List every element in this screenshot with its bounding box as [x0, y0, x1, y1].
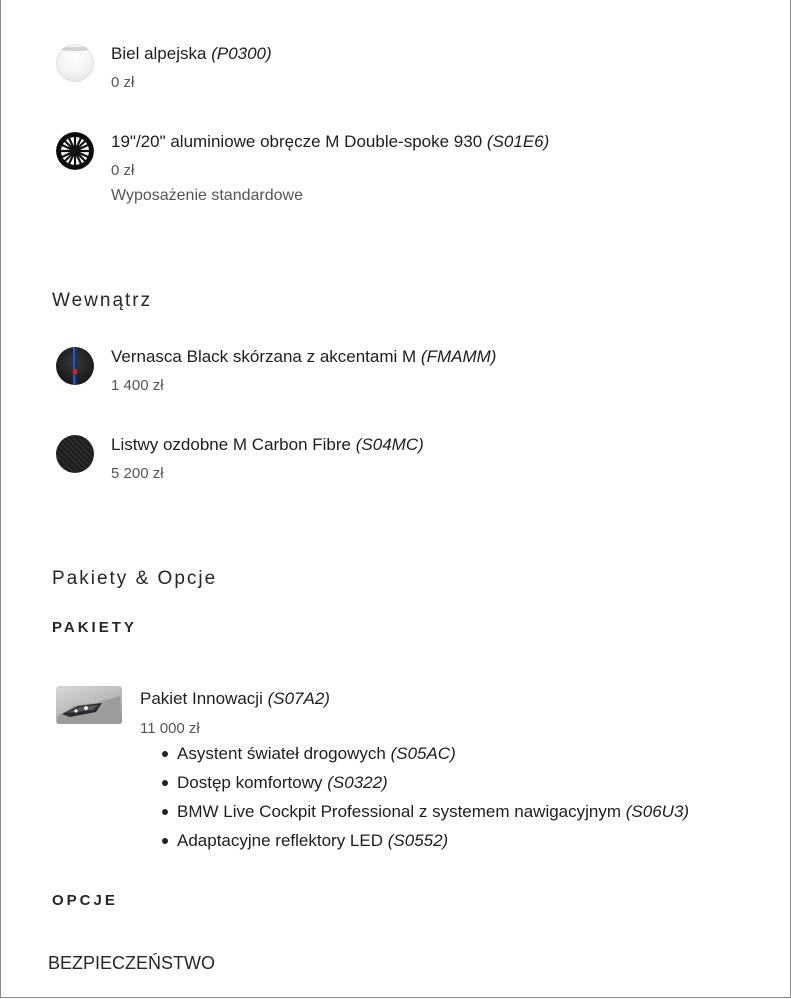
item-note: Wyposażenie standardowe [111, 187, 303, 204]
subheading-options: OPCJE [52, 892, 118, 909]
subheading-packages: PAKIETY [52, 619, 137, 636]
white-paint-swatch-icon [56, 44, 94, 82]
package-feature-list [162, 744, 689, 860]
item-price: 5 200 zł [111, 465, 164, 482]
upholstery-swatch-icon [56, 347, 94, 385]
item-title: Biel alpejska (P0300) [111, 44, 272, 63]
package-title: Pakiet Innowacji (S07A2) [140, 689, 330, 708]
package-price: 11 000 zł [140, 720, 200, 737]
headlight-thumbnail-icon [56, 686, 122, 724]
list-item: Asystent świateł drogowych (S05AC) [162, 744, 689, 773]
section-heading-interior: Wewnątrz [52, 290, 153, 311]
item-price: 0 zł [111, 162, 135, 179]
bullet-icon [162, 751, 168, 757]
bullet-icon [162, 780, 168, 786]
category-label-safety: BEZPIECZEŃSTWO [48, 953, 216, 973]
list-item: Adaptacyjne reflektory LED (S0552) [162, 831, 689, 860]
item-title: Listwy ozdobne M Carbon Fibre (S04MC) [111, 435, 424, 454]
item-price: 0 zł [111, 74, 135, 91]
list-item: Dostęp komfortowy (S0322) [162, 773, 689, 802]
section-heading-packages-options: Pakiety & Opcje [52, 568, 218, 589]
item-price: 1 400 zł [111, 377, 164, 394]
carbon-trim-swatch-icon [56, 435, 94, 473]
bullet-icon [162, 838, 168, 844]
wheel-icon [56, 132, 94, 170]
bullet-icon [162, 809, 168, 815]
item-title: 19"/20" aluminiowe obręcze M Double-spoke 930 (S01E6) [111, 132, 550, 151]
item-title: Vernasca Black skórzana z akcentami M (FMAMM) [111, 347, 497, 366]
list-item: BMW Live Cockpit Professional z systemem nawigacyjnym (S06U3) [162, 802, 689, 831]
